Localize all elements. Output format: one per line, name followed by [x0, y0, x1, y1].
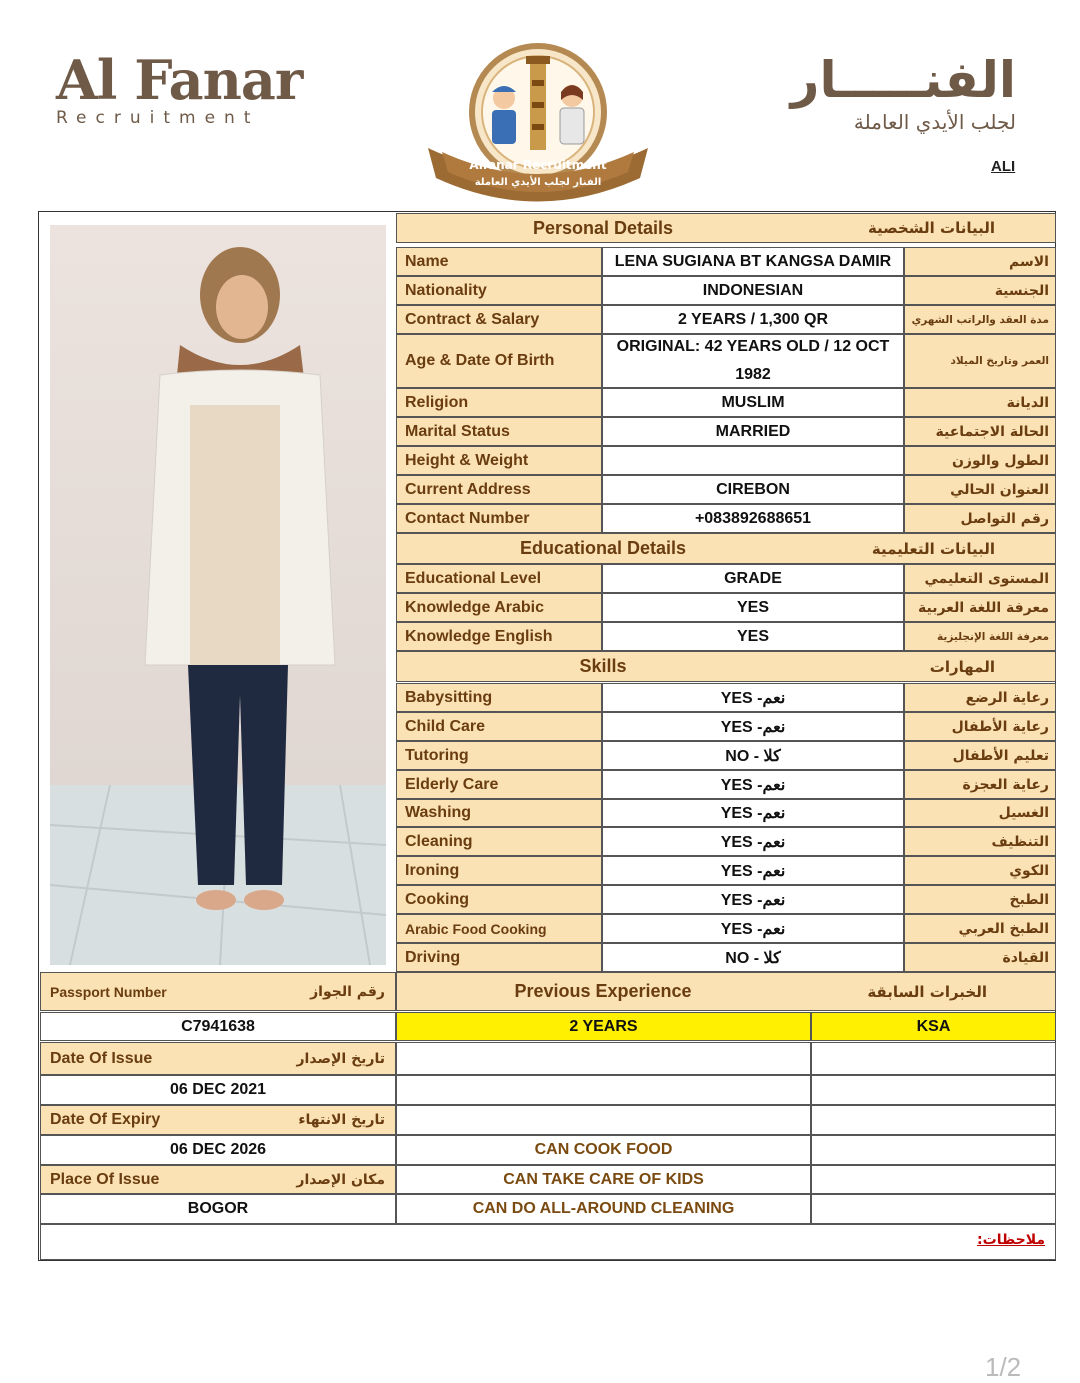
row-label: Height & Weight — [396, 446, 602, 475]
row-value: GRADE — [602, 564, 904, 593]
row-value: NO - كلا — [602, 741, 904, 770]
page-number: 1/2 — [985, 1352, 1022, 1382]
row-label-ar: الجنسية — [904, 276, 1056, 305]
personal-details-title: Personal Details — [532, 217, 674, 238]
row-value: YES -نعم — [602, 712, 904, 741]
row-label-ar: التنظيف — [904, 827, 1056, 856]
row-label-ar: تعليم الأطفال — [904, 741, 1056, 770]
experience-empty-cell — [811, 1165, 1056, 1194]
row-label: Contact Number — [396, 504, 602, 533]
row-label: Babysitting — [396, 683, 602, 712]
remarks-label: ملاحظات: — [977, 1232, 1045, 1248]
table-row — [396, 593, 1056, 622]
row-label-ar: العنوان الحالي — [904, 475, 1056, 504]
row-label-ar: الطبخ العربي — [904, 914, 1056, 943]
experience-empty-cell — [396, 1042, 811, 1075]
row-value: LENA SUGIANA BT KANGSA DAMIR — [602, 247, 904, 276]
expiry-date-value: 06 DEC 2026 — [40, 1135, 396, 1165]
table-row — [396, 741, 1056, 770]
row-value: YES -نعم — [602, 885, 904, 914]
row-value: YES — [602, 593, 904, 622]
table-row — [396, 856, 1056, 885]
experience-note: CAN DO ALL-AROUND CLEANING — [396, 1194, 811, 1224]
row-label-ar: الكوي — [904, 856, 1056, 885]
row-label-ar: رعاية العجزة — [904, 770, 1056, 799]
row-label-ar: الطبخ — [904, 885, 1056, 914]
row-label-ar: رعاية الأطفال — [904, 712, 1056, 741]
row-label-ar: رقم التواصل — [904, 504, 1056, 533]
table-row — [396, 417, 1056, 446]
row-value: YES -نعم — [602, 770, 904, 799]
table-row — [396, 276, 1056, 305]
table-row — [396, 914, 1056, 943]
row-value — [602, 446, 904, 475]
row-value: +083892688651 — [602, 504, 904, 533]
experience-empty-cell — [396, 1105, 811, 1135]
row-label-ar: الديانة — [904, 388, 1056, 417]
row-label: Arabic Food Cooking — [396, 914, 602, 943]
row-label: Nationality — [396, 276, 602, 305]
table-row — [396, 622, 1056, 651]
row-value: ORIGINAL: 42 YEARS OLD / 12 OCT 1982 — [602, 334, 904, 388]
skills-title: Skills — [579, 656, 627, 676]
issue-date-label-ar: تاريخ الإصدار — [296, 1050, 385, 1067]
experience-empty-cell — [811, 1105, 1056, 1135]
experience-empty-cell — [811, 1194, 1056, 1224]
row-label: Tutoring — [396, 741, 602, 770]
row-label: Current Address — [396, 475, 602, 504]
issue-date-header — [40, 1042, 396, 1075]
experience-empty-cell — [811, 1075, 1056, 1105]
education-details-title: Educational Details — [519, 538, 687, 558]
expiry-date-header — [40, 1105, 396, 1135]
brand-name-ar: الفنـــــار — [790, 51, 1016, 109]
table-row — [396, 305, 1056, 334]
row-label: Driving — [396, 943, 602, 972]
row-value: CIREBON — [602, 475, 904, 504]
emblem-text-ar: الفنار لجلب الأيدي العاملة — [474, 177, 602, 188]
row-label-ar: رعاية الرضع — [904, 683, 1056, 712]
table-row — [396, 799, 1056, 827]
expiry-date-label-ar: تاريخ الانتهاء — [298, 1112, 385, 1128]
expiry-date-label: Date Of Expiry — [50, 1111, 161, 1128]
candidate-photo — [50, 225, 386, 965]
row-label: Cooking — [396, 885, 602, 914]
brand-tagline-ar: لجلب الأيدي العاملة — [853, 110, 1016, 134]
agent-code: ALI — [991, 158, 1016, 175]
table-row — [396, 943, 1056, 972]
brand-name-en: Al Fanar — [56, 48, 303, 112]
row-value: MUSLIM — [602, 388, 904, 417]
remarks-box — [40, 1224, 1056, 1260]
experience-country: KSA — [811, 1012, 1056, 1041]
experience-duration: 2 YEARS — [396, 1012, 811, 1041]
place-of-issue-label: Place Of Issue — [50, 1170, 160, 1188]
row-value: YES — [602, 622, 904, 651]
experience-empty-cell — [396, 1075, 811, 1105]
skills-title-ar: المهارات — [929, 657, 995, 676]
experience-note: CAN TAKE CARE OF KIDS — [396, 1165, 811, 1194]
passport-number-label-ar: رقم الجواز — [310, 983, 385, 1000]
table-row — [396, 334, 1056, 388]
row-label-ar: العمر وتاريخ الميلاد — [904, 334, 1056, 388]
issue-date-label: Date Of Issue — [50, 1049, 153, 1067]
table-row — [396, 475, 1056, 504]
row-label-ar: الاسم — [904, 247, 1056, 276]
skills-header — [396, 651, 1056, 682]
place-of-issue-label-ar: مكان الإصدار — [296, 1171, 385, 1188]
brand-logo-en — [56, 50, 316, 128]
row-label-ar: معرفة اللغة الإنجليزية — [904, 622, 1056, 651]
row-label-ar: معرفة اللغة العربية — [904, 593, 1056, 622]
row-label-ar: مدة العقد والراتب الشهري — [904, 305, 1056, 334]
row-label-ar: القيادة — [904, 943, 1056, 972]
row-value: YES -نعم — [602, 827, 904, 856]
table-row — [396, 683, 1056, 712]
experience-empty-cell — [811, 1042, 1056, 1075]
passport-number-value: C7941638 — [40, 1012, 396, 1041]
row-label: Religion — [396, 388, 602, 417]
table-row — [396, 247, 1056, 276]
row-label: Contract & Salary — [396, 305, 602, 334]
place-of-issue-value: BOGOR — [40, 1194, 396, 1224]
table-row — [396, 712, 1056, 741]
experience-empty-cell — [811, 1135, 1056, 1165]
table-row — [396, 504, 1056, 533]
row-value: MARRIED — [602, 417, 904, 446]
passport-number-header — [40, 972, 396, 1011]
row-label: Knowledge English — [396, 622, 602, 651]
row-value: YES -نعم — [602, 799, 904, 827]
row-label-ar: المستوى التعليمي — [904, 564, 1056, 593]
row-label: Marital Status — [396, 417, 602, 446]
table-row — [396, 388, 1056, 417]
row-label-ar: الحالة الاجتماعية — [904, 417, 1056, 446]
place-of-issue-header — [40, 1165, 396, 1194]
education-details-title-ar: البيانات التعليمية — [871, 539, 995, 558]
row-label-ar: الغسيل — [904, 799, 1056, 827]
table-row — [396, 564, 1056, 593]
table-row — [396, 446, 1056, 475]
row-value: 2 YEARS / 1,300 QR — [602, 305, 904, 334]
brand-logo-ar — [791, 48, 1016, 134]
agency-emblem-icon — [418, 40, 658, 210]
table-row — [396, 827, 1056, 856]
row-value: YES -نعم — [602, 914, 904, 943]
row-label-ar: الطول والوزن — [904, 446, 1056, 475]
row-value: YES -نعم — [602, 683, 904, 712]
row-label: Knowledge Arabic — [396, 593, 602, 622]
experience-title-ar: الخبرات السابقة — [867, 982, 987, 1001]
row-label: Child Care — [396, 712, 602, 741]
brand-tagline-en: Recruitment — [56, 108, 260, 128]
row-value: NO - كلا — [602, 943, 904, 972]
row-label: Name — [396, 247, 602, 276]
row-value: YES -نعم — [602, 856, 904, 885]
personal-details-header — [396, 213, 1056, 243]
row-label: Age & Date Of Birth — [396, 334, 602, 388]
issue-date-value: 06 DEC 2021 — [40, 1075, 396, 1105]
personal-details-title-ar: البيانات الشخصية — [867, 219, 995, 237]
table-row — [396, 770, 1056, 799]
emblem-text-en: Alfanar Recruitment — [469, 158, 607, 172]
passport-number-label: Passport Number — [50, 983, 167, 1000]
experience-title: Previous Experience — [514, 981, 692, 1001]
row-label: Educational Level — [396, 564, 602, 593]
row-value: INDONESIAN — [602, 276, 904, 305]
table-row — [396, 885, 1056, 914]
experience-header — [396, 972, 1056, 1011]
row-label: Ironing — [396, 856, 602, 885]
row-label: Elderly Care — [396, 770, 602, 799]
education-details-header — [396, 533, 1056, 564]
row-label: Washing — [396, 799, 602, 827]
row-label: Cleaning — [396, 827, 602, 856]
experience-note: CAN COOK FOOD — [396, 1135, 811, 1165]
